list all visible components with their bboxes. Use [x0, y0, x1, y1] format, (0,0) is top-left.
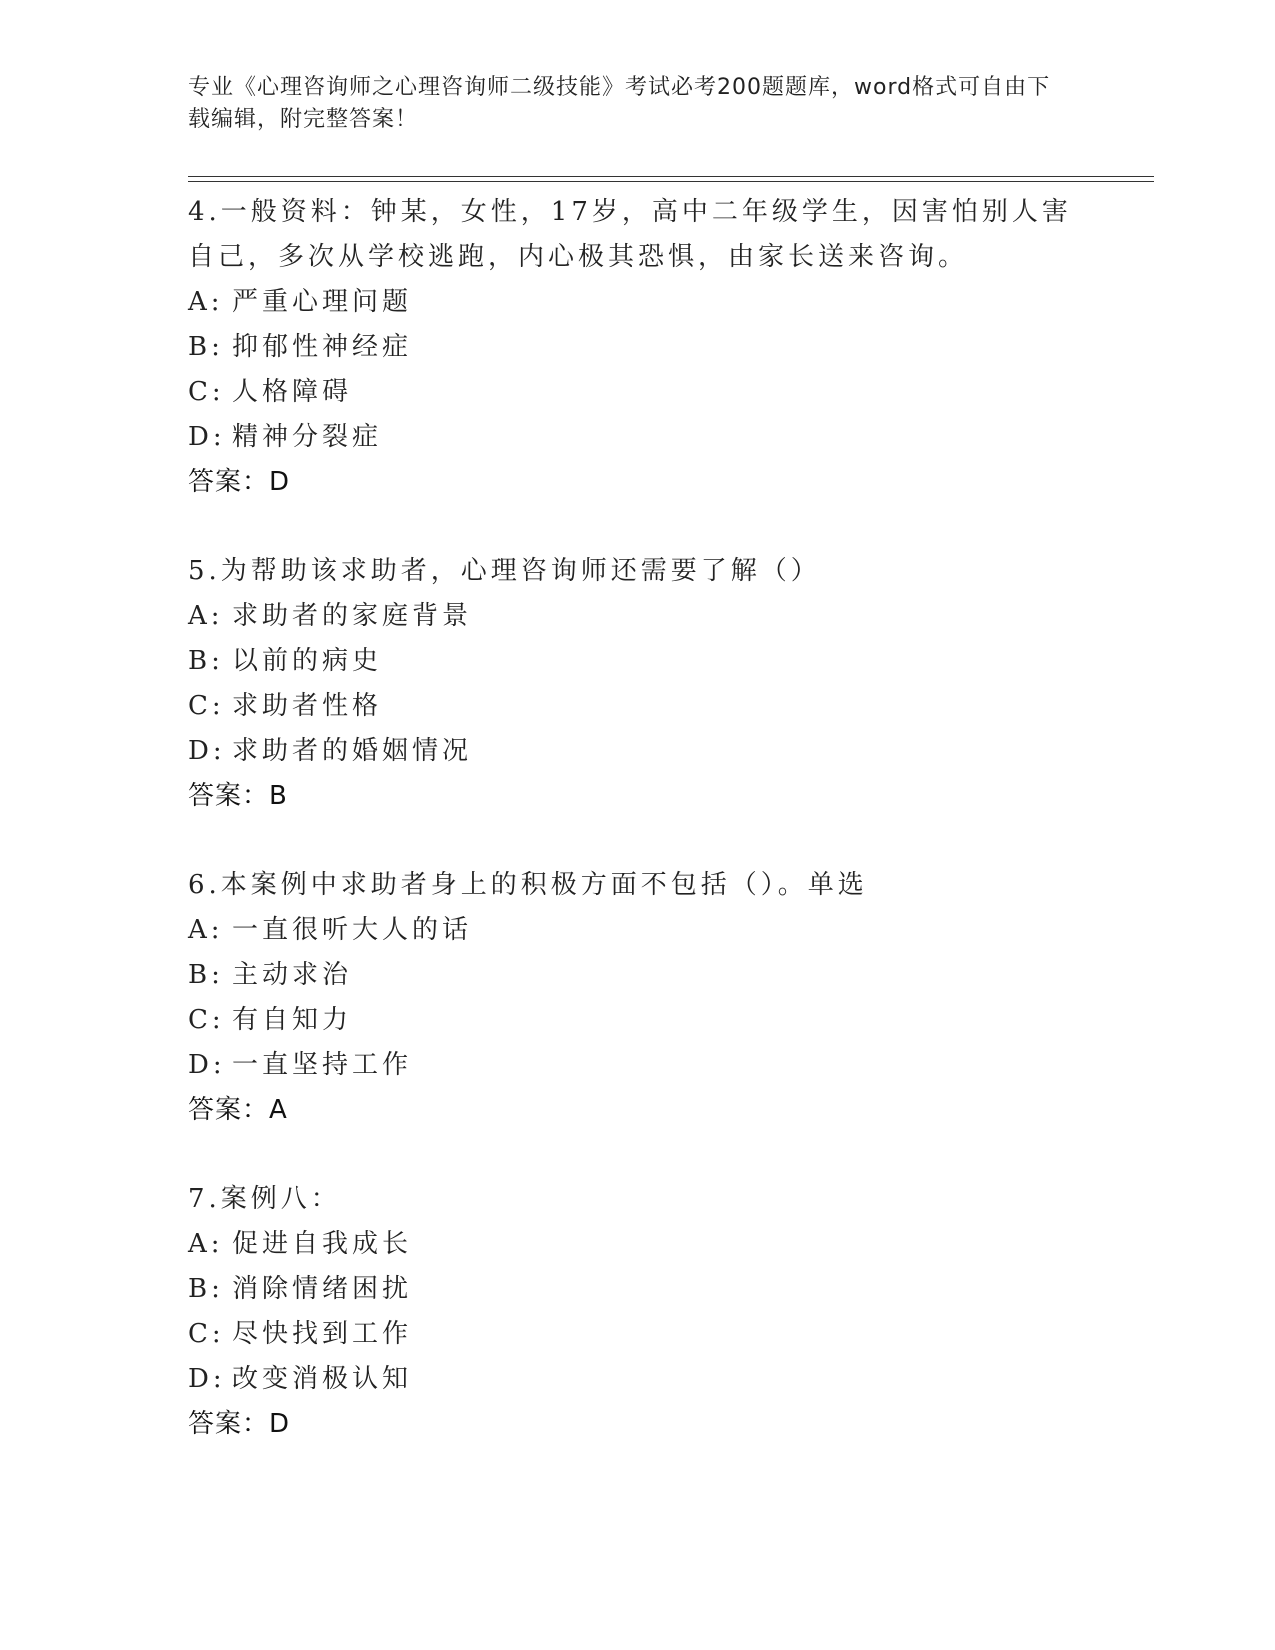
option-a [188, 594, 1088, 639]
option-letter: D: [188, 422, 226, 452]
option-letter: D: [188, 1050, 226, 1080]
option-c [188, 1312, 1088, 1357]
option-letter: C: [188, 1005, 225, 1035]
question-7 [188, 1177, 1088, 1447]
option-letter: C: [188, 377, 225, 407]
answer-line: 答案：A [188, 1095, 288, 1125]
question-5 [188, 549, 1088, 819]
option-text: 一直坚持工作 [232, 1050, 413, 1080]
question-list [188, 190, 1088, 1491]
option-c [188, 998, 1088, 1043]
option-d [188, 1357, 1088, 1402]
option-text: 求助者的婚姻情况 [232, 736, 473, 766]
question-stem: 7.案例八： [188, 1184, 341, 1214]
option-b [188, 953, 1088, 998]
option-text: 尽快找到工作 [232, 1319, 413, 1349]
option-b [188, 1267, 1088, 1312]
option-letter: C: [188, 1319, 225, 1349]
answer-line: 答案：D [188, 1409, 291, 1439]
answer-line: 答案：D [188, 467, 291, 497]
option-letter: C: [188, 691, 225, 721]
option-text: 主动求治 [232, 960, 353, 990]
option-letter: A: [188, 601, 224, 631]
option-letter: B: [188, 1274, 224, 1304]
document-header: 专业《心理咨询师之心理咨询师二级技能》考试必考200题题库，word格式可自由下载编辑，附完整答案！ [188, 75, 1051, 132]
option-text: 以前的病史 [232, 646, 383, 676]
option-letter: D: [188, 1364, 226, 1394]
option-text: 改变消极认知 [232, 1364, 413, 1394]
option-a [188, 1222, 1088, 1267]
option-text: 促进自我成长 [232, 1229, 413, 1259]
option-text: 严重心理问题 [232, 287, 413, 317]
option-d [188, 1043, 1088, 1088]
question-4 [188, 190, 1088, 505]
option-c [188, 370, 1088, 415]
option-letter: A: [188, 287, 224, 317]
option-d [188, 729, 1088, 774]
option-letter: A: [188, 1229, 224, 1259]
question-stem: 5.为帮助该求助者，心理咨询师还需要了解（） [188, 556, 821, 586]
answer-line: 答案：B [188, 781, 288, 811]
option-letter: B: [188, 332, 224, 362]
question-stem: 6.本案例中求助者身上的积极方面不包括（）。单选 [188, 870, 868, 900]
option-b [188, 639, 1088, 684]
option-text: 一直很听大人的话 [232, 915, 473, 945]
option-text: 消除情绪困扰 [232, 1274, 413, 1304]
option-text: 求助者的家庭背景 [232, 601, 473, 631]
option-letter: B: [188, 960, 224, 990]
option-a [188, 280, 1088, 325]
option-text: 求助者性格 [232, 691, 383, 721]
option-text: 有自知力 [232, 1005, 353, 1035]
option-d [188, 415, 1088, 460]
question-stem: 4.一般资料：钟某，女性，17岁，高中二年级学生，因害怕别人害自己，多次从学校逃跑，内心极其恐惧，由家长送来咨询。 [188, 197, 1072, 272]
option-c [188, 684, 1088, 729]
option-text: 精神分裂症 [232, 422, 383, 452]
option-a [188, 908, 1088, 953]
header-rule-top [188, 176, 1154, 177]
header-rule-bottom [188, 181, 1154, 182]
option-text: 抑郁性神经症 [232, 332, 413, 362]
option-text: 人格障碍 [232, 377, 353, 407]
option-letter: B: [188, 646, 224, 676]
option-letter: A: [188, 915, 224, 945]
question-6 [188, 863, 1088, 1133]
option-b [188, 325, 1088, 370]
option-letter: D: [188, 736, 226, 766]
